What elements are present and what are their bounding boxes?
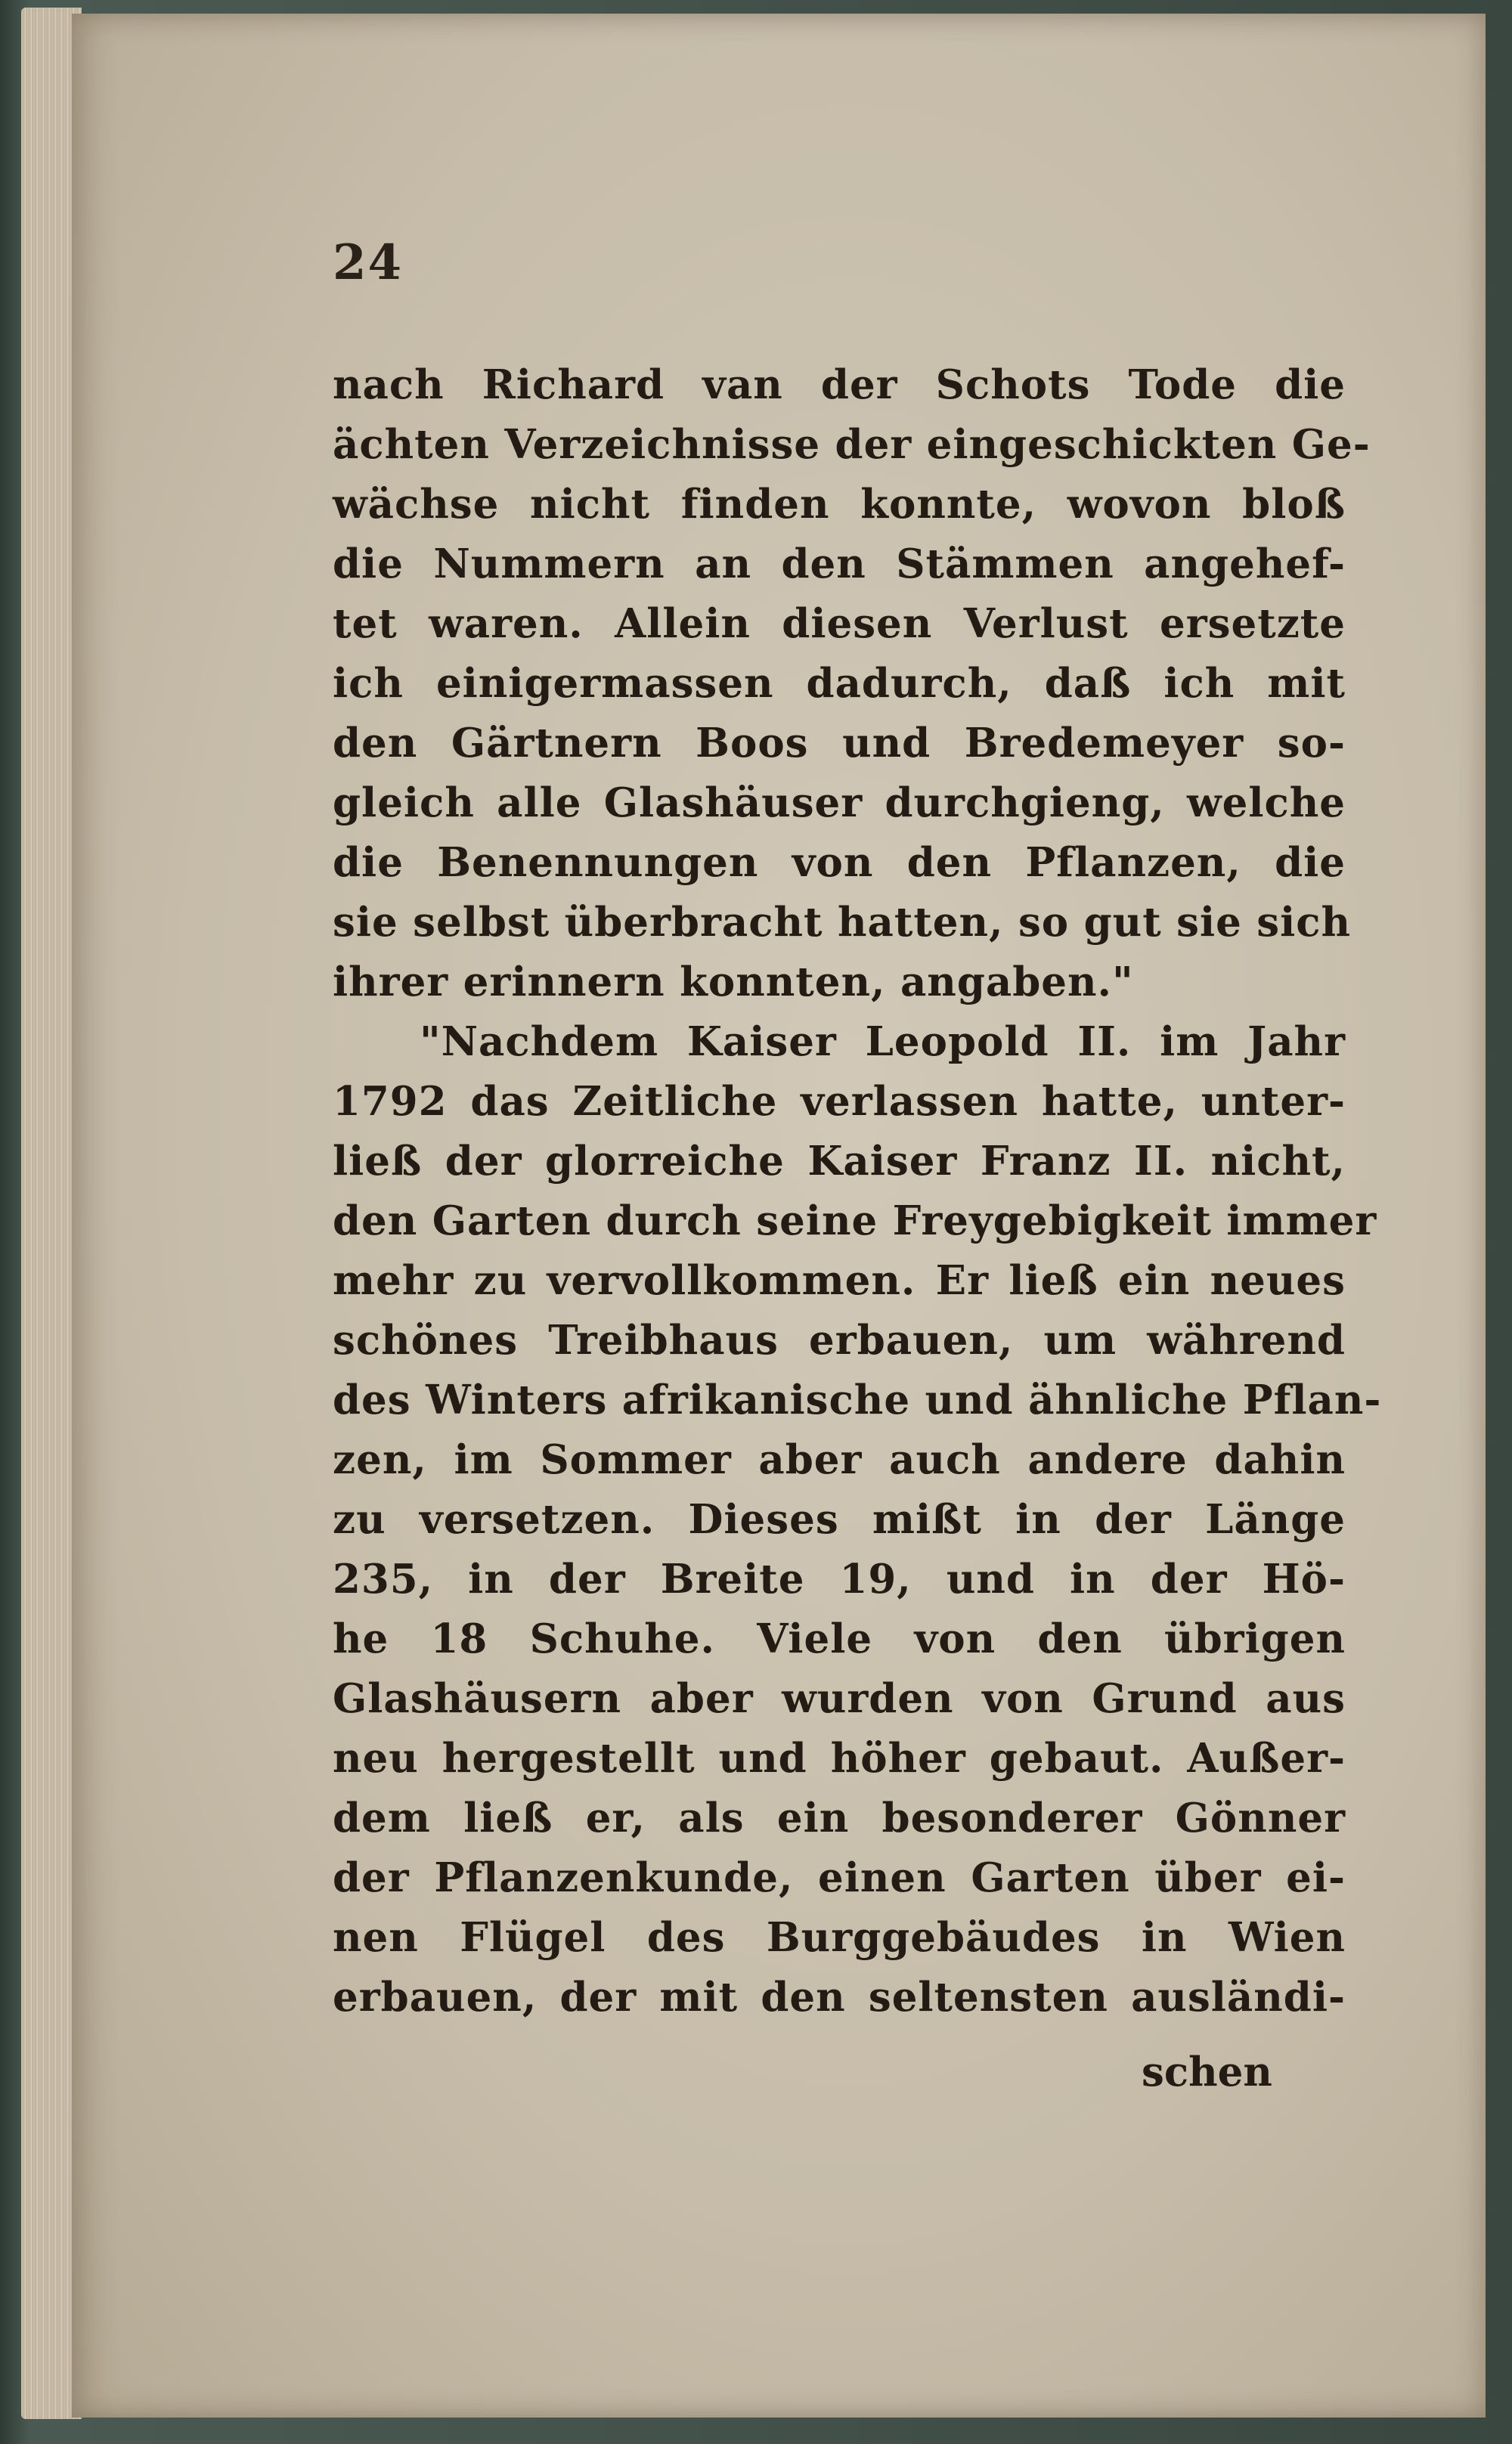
text-line: ließ der glorreiche Kaiser Franz II. nicht,: [333, 1138, 1346, 1185]
text-line: nach Richard van der Schots Tode die: [333, 361, 1346, 408]
text-line: 1792 das Zeitliche verlassen hatte, unter-: [333, 1078, 1346, 1125]
text-line: sie selbst überbracht hatten, so gut sie sich: [333, 899, 1352, 946]
text-line: ächten Verzeichnisse der eingeschickten Ge-: [333, 421, 1371, 468]
text-line: gleich alle Glashäuser durchgieng, welche: [333, 779, 1346, 826]
body-text: [333, 355, 1382, 2027]
text-line: he 18 Schuhe. Viele von den übrigen: [333, 1615, 1346, 1662]
text-line: 235, in der Breite 19, und in der Hö-: [333, 1556, 1346, 1603]
page-number: 24: [333, 234, 404, 291]
text-line: wächse nicht finden konnte, wovon bloß: [333, 481, 1346, 528]
text-line: Glashäusern aber wurden von Grund aus: [333, 1675, 1346, 1722]
text-line: zu versetzen. Dieses mißt in der Länge: [333, 1496, 1346, 1543]
text-line: ihrer erinnern konnten, angaben.": [333, 959, 1134, 1005]
text-line: ich einigermassen dadurch, daß ich mit: [333, 660, 1346, 707]
text-line: des Winters afrikanische und ähnliche Pflan-: [333, 1377, 1382, 1423]
text-line: den Garten durch seine Freygebigkeit immer: [333, 1197, 1377, 1244]
text-line: die Nummern an den Stämmen angehef-: [333, 541, 1346, 587]
text-line: nen Flügel des Burggebäudes in Wien: [333, 1914, 1346, 1961]
text-line: schönes Treibhaus erbauen, um während: [333, 1317, 1346, 1364]
text-line: der Pflanzenkunde, einen Garten über ei-: [333, 1854, 1346, 1901]
text-line: zen, im Sommer aber auch andere dahin: [333, 1436, 1346, 1483]
text-line: dem ließ er, als ein besonderer Gönner: [333, 1795, 1346, 1842]
text-line: tet waren. Allein diesen Verlust ersetzte: [333, 600, 1346, 647]
text-line: die Benennungen von den Pflanzen, die: [333, 839, 1346, 886]
text-line: mehr zu vervollkommen. Er ließ ein neues: [333, 1257, 1346, 1304]
text-line: erbauen, der mit den seltensten ausländi-: [333, 1974, 1346, 2021]
text-line: "Nachdem Kaiser Leopold II. im Jahr: [420, 1018, 1346, 1065]
text-line: den Gärtnern Boos und Bredemeyer so-: [333, 720, 1346, 767]
catchword: schen: [1142, 2049, 1272, 2096]
text-line: neu hergestellt und höher gebaut. Außer-: [333, 1735, 1346, 1782]
